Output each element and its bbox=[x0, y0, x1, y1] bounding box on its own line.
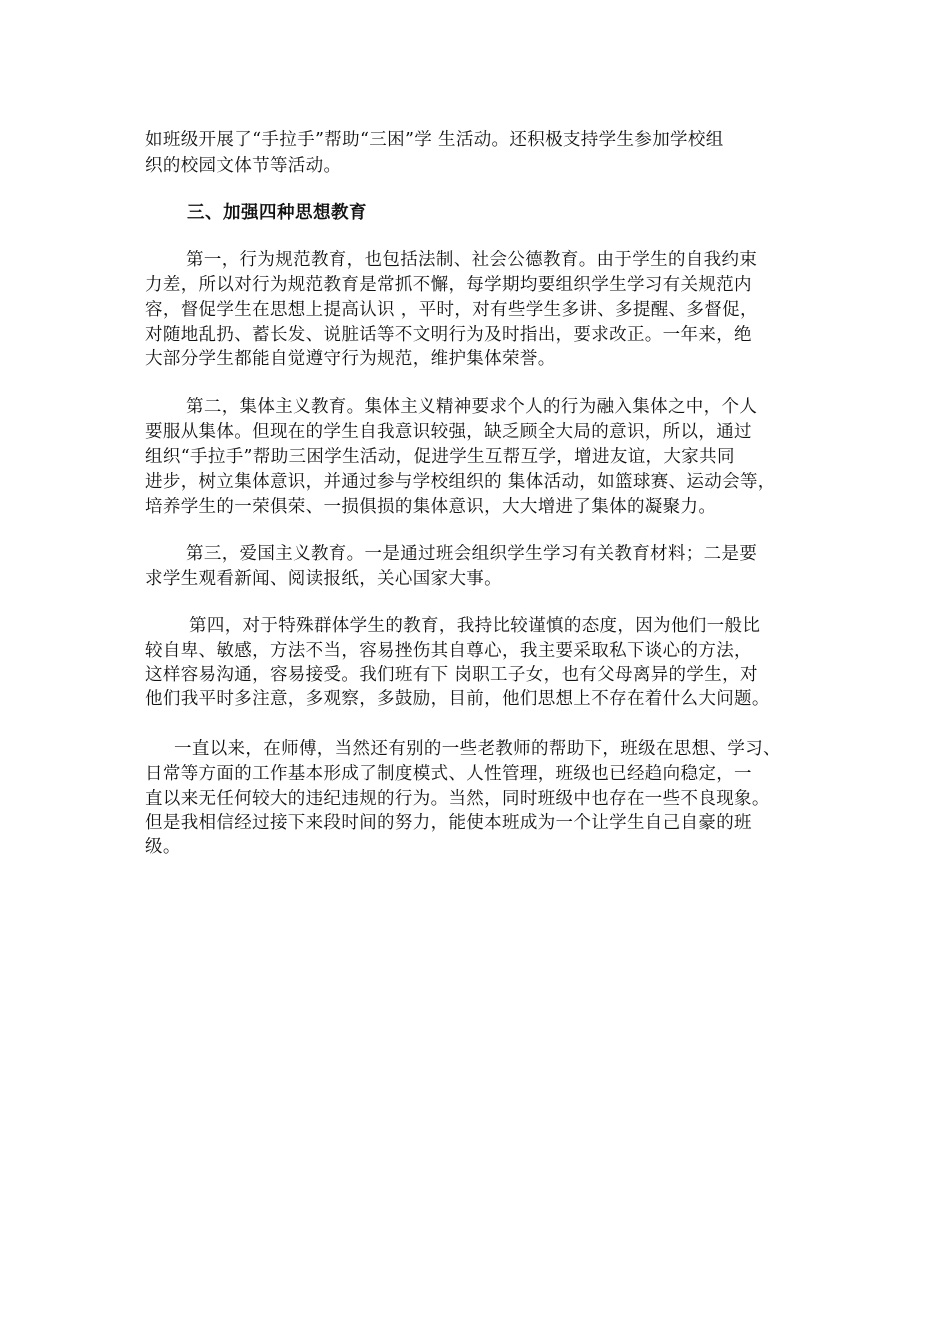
text-line: 第二，集体主义教育。集体主义精神要求个人的行为融入集体之中，个人 bbox=[186, 397, 758, 417]
text-line: 对随地乱扔、蓄长发、说脏话等不文明行为及时指出，要求改正。一年来，绝 bbox=[145, 325, 752, 345]
text-line: 一直以来，在师傅，当然还有别的一些老教师的帮助下，班级在思想、学习、 bbox=[174, 739, 781, 759]
text-line: 进步，树立集体意识，并通过参与学校组织的 集体活动，如篮球赛、运动会等， bbox=[145, 472, 776, 492]
text-line: 如班级开展了“手拉手”帮助“三困”学 生活动。还积极支持学生参加学校组 bbox=[145, 130, 724, 150]
text-line: 这样容易沟通，容易接受。我们班有下 岗职工子女，也有父母离异的学生，对 bbox=[145, 665, 758, 685]
text-line: 容，督促学生在思想上提高认识 ，平时，对有些学生多讲、多提醒、多督促， bbox=[145, 300, 758, 320]
text-line: 组织“手拉手”帮助三困学生活动，促进学生互帮互学，增进友谊，大家共同 bbox=[145, 447, 735, 467]
text-line: 第三，爱国主义教育。一是通过班会组织学生学习有关教育材料；二是要 bbox=[186, 544, 758, 564]
text-line: 级。 bbox=[145, 837, 181, 857]
text-line: 直以来无任何较大的违纪违规的行为。当然，同时班级中也存在一些不良现象。 bbox=[145, 789, 770, 809]
text-line: 要服从集体。但现在的学生自我意识较强，缺乏顾全大局的意识，所以，通过 bbox=[145, 422, 752, 442]
text-line: 培养学生的一荣俱荣、一损俱损的集体意识，大大增进了集体的凝聚力。 bbox=[145, 497, 717, 517]
text-line: 力差，所以对行为规范教育是常抓不懈，每学期均要组织学生学习有关规范内 bbox=[145, 275, 752, 295]
text-line: 较自卑、敏感，方法不当，容易挫伤其自尊心，我主要采取私下谈心的方法， bbox=[145, 641, 752, 661]
text-line: 但是我相信经过接下来段时间的努力，能使本班成为一个让学生自己自豪的班 bbox=[145, 813, 752, 833]
text-line: 第四，对于特殊群体学生的教育，我持比较谨慎的态度，因为他们一般比 bbox=[189, 616, 761, 636]
text-line: 他们我平时多注意，多观察，多鼓励，目前，他们思想上不存在着什么大问题。 bbox=[145, 689, 770, 709]
text-line: 日常等方面的工作基本形成了制度模式、人性管理，班级也已经趋向稳定，一 bbox=[145, 764, 752, 784]
text-line: 第一，行为规范教育，也包括法制、社会公德教育。由于学生的自我约束 bbox=[186, 250, 758, 270]
text-line: 织的校园文体节等活动。 bbox=[145, 156, 342, 176]
text-line: 大部分学生都能自觉遵守行为规范，维护集体荣誉。 bbox=[145, 349, 556, 369]
section-heading: 三、加强四种思想教育 bbox=[187, 203, 367, 223]
text-line: 求学生观看新闻、阅读报纸，关心国家大事。 bbox=[145, 569, 502, 589]
